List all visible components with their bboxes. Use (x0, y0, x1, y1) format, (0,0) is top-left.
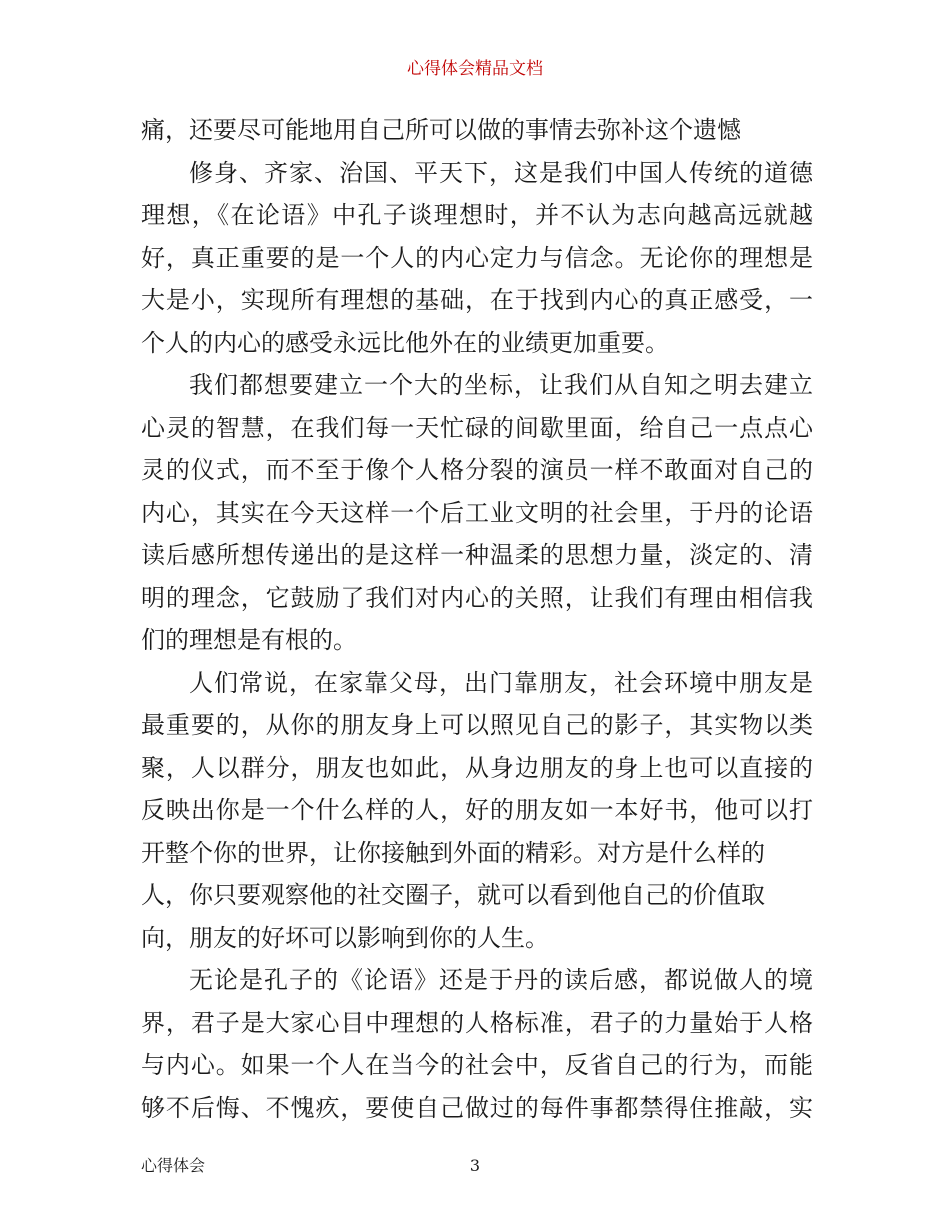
page-number: 3 (469, 1156, 481, 1175)
paragraph-line: 人，你只要观察他的社交圈子，就可以看到他自己的价值取 (141, 881, 765, 909)
paragraph-line: 明的理念，它鼓励了我们对内心的关照，让我们有理由相信我 (141, 583, 813, 612)
paragraph-line: 内心，其实在今天这样一个后工业文明的社会里，于丹的论语 (141, 498, 813, 527)
paragraph-line: 心灵的智慧，在我们每一天忙碌的间歇里面，给自己一点点心 (141, 413, 813, 442)
paragraph-line: 最重要的，从你的朋友身上可以照见自己的影子，其实物以类 (141, 711, 813, 739)
paragraph-line: 聚，人以群分，朋友也如此，从身边朋友的身上也可以直接的 (141, 753, 813, 782)
paragraph-line: 无论是孔子的《论语》还是于丹的读后感，都说做人的境 (189, 966, 813, 994)
paragraph-line: 我们都想要建立一个大的坐标，让我们从自知之明去建立 (189, 371, 813, 399)
paragraph-line: 痛，还要尽可能地用自己所可以做的事情去弥补这个遗憾 (141, 116, 741, 144)
paragraph-line: 们的理想是有根的。 (141, 626, 357, 654)
paragraph-line: 界，君子是大家心目中理想的人格标准，君子的力量始于人格 (141, 1008, 813, 1037)
paragraph-line: 开整个你的世界，让你接触到外面的精彩。对方是什么样的 (141, 838, 765, 867)
paragraph-line: 理想，《在论语》中孔子谈理想时，并不认为志向越高远就越 (141, 201, 813, 229)
paragraph-line: 个人的内心的感受永远比他外在的业绩更加重要。 (141, 328, 669, 357)
paragraph-line: 读后感所想传递出的是这样一种温柔的思想力量，淡定的、清 (141, 541, 813, 569)
paragraph-line: 向，朋友的好坏可以影响到你的人生。 (141, 923, 549, 952)
paragraph-line: 灵的仪式，而不至于像个人格分裂的演员一样不敢面对自己的 (141, 456, 813, 484)
paragraph-line: 够不后悔、不愧疚，要使自己做过的每件事都禁得住推敲，实 (141, 1093, 813, 1122)
paragraph-line: 人们常说，在家靠父母，出门靠朋友，社会环境中朋友是 (189, 668, 813, 697)
document-body (141, 109, 813, 1129)
paragraph-line: 修身、齐家、治国、平天下，这是我们中国人传统的道德 (189, 158, 813, 187)
paragraph-line: 大是小，实现所有理想的基础，在于找到内心的真正感受，一 (141, 286, 813, 314)
paragraph-line: 与内心。如果一个人在当今的社会中，反省自己的行为，而能 (141, 1051, 813, 1079)
document-header: 心得体会精品文档 (407, 59, 543, 79)
paragraph-line: 反映出你是一个什么样的人，好的朋友如一本好书，他可以打 (141, 796, 813, 824)
paragraph-line: 好，真正重要的是一个人的内心定力与信念。无论你的理想是 (141, 243, 813, 272)
footer-label: 心得体会 (141, 1156, 206, 1175)
